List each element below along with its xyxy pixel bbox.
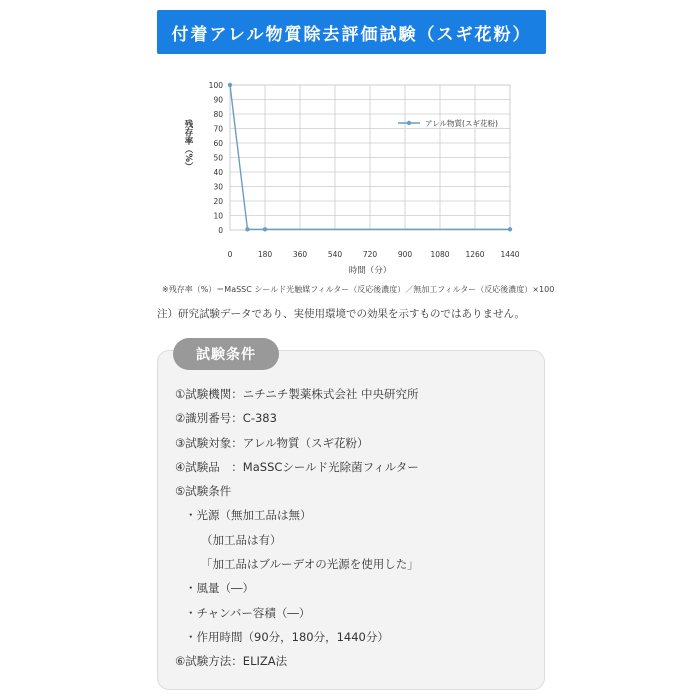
condition-light-source-note: 「加工品はブルーデオの光源を使用した」 <box>201 557 419 572</box>
condition-light-source-processed: （加工品は有） <box>201 532 282 547</box>
conditions-title: 試験条件 <box>196 347 256 363</box>
disclaimer-note: 注）研究試験データであり、実使用環境での効果を示すものではありません。 <box>157 308 526 320</box>
y-tick-label: 10 <box>213 211 223 221</box>
y-tick-label: 100 <box>208 81 223 90</box>
x-axis-label: 時間（分） <box>348 266 392 276</box>
x-tick-label: 360 <box>292 250 308 259</box>
condition-method: ⑥試験方法：ELIZA法 <box>175 654 288 669</box>
condition-product: ④試験品 ：MaSSCシールド光除菌フィルター <box>175 459 419 474</box>
data-point <box>228 83 232 87</box>
x-tick-label: 0 <box>227 250 233 259</box>
data-point <box>263 227 267 231</box>
banner-title: 付着アレル物質除去評価試験（スギ花粉） <box>171 24 532 45</box>
y-tick-label: 50 <box>213 153 223 163</box>
data-point <box>245 227 249 231</box>
condition-institution: ①試験機関：ニチニチ製薬株式会社 中央研究所 <box>175 387 419 401</box>
y-axis-label: 残存率（%） <box>183 119 193 171</box>
y-tick-label: 70 <box>213 124 223 134</box>
conditions-list <box>175 382 535 674</box>
x-tick-label: 720 <box>362 250 378 259</box>
condition-chamber-volume: ・チャンバー容積（―） <box>185 605 311 620</box>
y-tick-label: 90 <box>213 95 223 105</box>
y-tick-label: 0 <box>218 226 223 235</box>
conditions-title-badge <box>173 338 279 370</box>
x-tick-label: 1440 <box>500 250 520 259</box>
condition-airflow: ・風量（―） <box>185 581 254 596</box>
condition-target: ③試験対象：アレル物質（スギ花粉） <box>175 435 369 450</box>
condition-light-source: ・光源（無加工品は無） <box>185 508 312 523</box>
y-tick-label: 40 <box>213 168 223 177</box>
y-tick-label: 20 <box>213 197 223 206</box>
title-banner <box>157 10 546 54</box>
condition-id: ②識別番号：C-383 <box>175 411 277 426</box>
x-tick-label: 1260 <box>465 250 485 259</box>
legend-marker <box>407 121 411 125</box>
y-tick-label: 30 <box>213 182 223 192</box>
y-tick-label: 80 <box>213 110 223 119</box>
x-tick-label: 180 <box>257 250 273 259</box>
data-point <box>508 227 512 231</box>
formula-footnote: ※残存率（%）＝MaSSC シールド光触媒フィルター（反応後濃度）／無加工フィルター（反応後濃度）×100 <box>162 285 555 294</box>
condition-duration: ・作用時間（90分，180分，1440分） <box>185 629 389 644</box>
legend-label: アレル物質(スギ花粉) <box>425 119 498 128</box>
x-tick-label: 1080 <box>430 250 450 259</box>
x-tick-label: 900 <box>397 250 413 259</box>
condition-header: ⑤試験条件 <box>175 484 232 499</box>
y-tick-label: 60 <box>213 139 223 148</box>
x-tick-label: 540 <box>327 250 343 259</box>
residual-rate-chart <box>160 70 545 280</box>
